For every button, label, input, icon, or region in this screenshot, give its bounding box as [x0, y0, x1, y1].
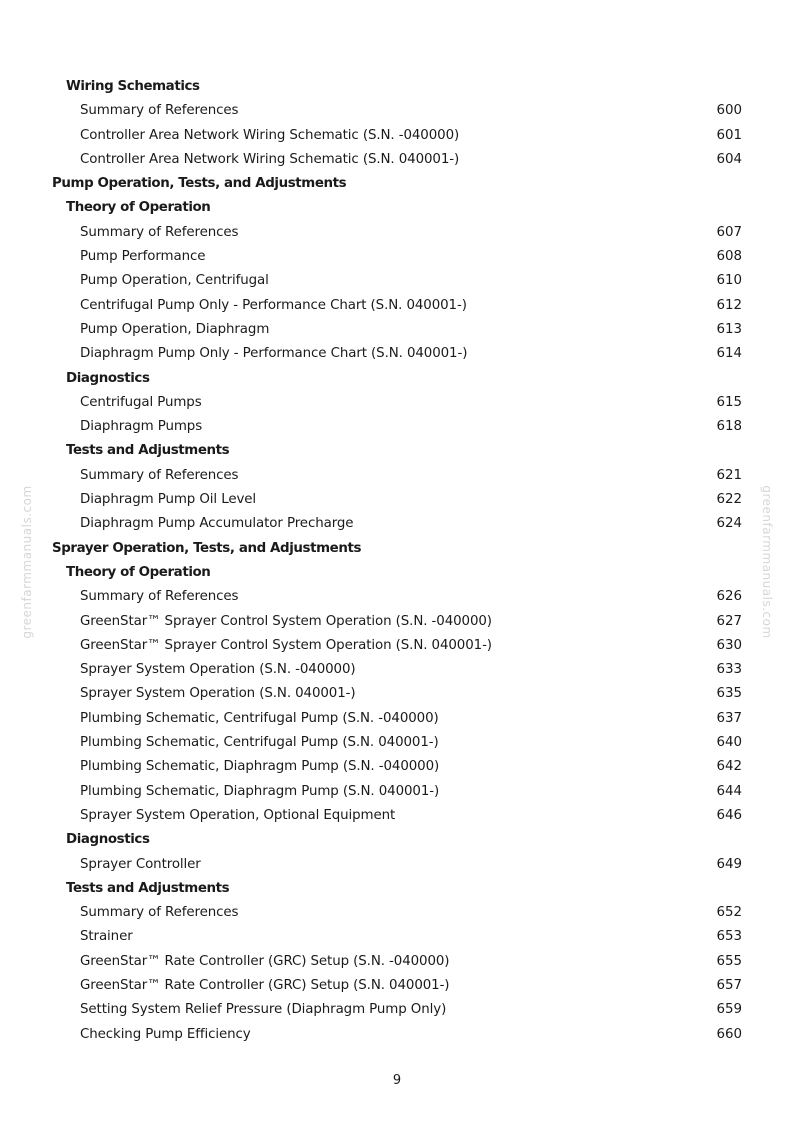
toc-section-heading	[0, 196, 794, 220]
toc-entry[interactable]	[0, 950, 794, 974]
toc-entry-title: Diagnostics	[66, 370, 150, 386]
toc-section-heading	[0, 75, 794, 99]
toc-entry-page-number: 624	[716, 516, 742, 532]
toc-entry-page-number: 612	[716, 297, 742, 313]
toc-entry-page-number: 660	[716, 1026, 742, 1042]
toc-entry[interactable]	[0, 391, 794, 415]
toc-entry-title: Strainer	[80, 929, 133, 945]
toc-entry[interactable]	[0, 415, 794, 439]
toc-entry-title: Plumbing Schematic, Diaphragm Pump (S.N. 040001-)	[80, 783, 440, 799]
toc-entry-page-number: 655	[716, 953, 742, 969]
toc-entry-title: Pump Operation, Tests, and Adjustments	[52, 176, 347, 192]
toc-entry-title: Plumbing Schematic, Centrifugal Pump (S.N. -040000)	[80, 710, 439, 726]
toc-entry-title: Summary of References	[80, 224, 239, 240]
toc-entry-title: Sprayer System Operation (S.N. 040001-)	[80, 686, 356, 702]
toc-entry-title: Tests and Adjustments	[66, 880, 230, 896]
toc-entry[interactable]	[0, 901, 794, 925]
toc-entry-title: Theory of Operation	[66, 564, 211, 580]
toc-entry-title: Plumbing Schematic, Centrifugal Pump (S.N. 040001-)	[80, 735, 439, 751]
toc-entry[interactable]	[0, 707, 794, 731]
toc-section-heading	[0, 367, 794, 391]
toc-entry-page-number: 614	[716, 346, 742, 362]
toc-entry[interactable]	[0, 1023, 794, 1047]
toc-entry[interactable]	[0, 148, 794, 172]
watermark-left-text: greenfarmmanuals.com	[20, 485, 34, 639]
toc-entry-title: GreenStar™ Sprayer Control System Operation (S.N. 040001-)	[80, 637, 492, 653]
toc-entry[interactable]	[0, 610, 794, 634]
toc-entry-page-number: 633	[716, 662, 742, 678]
toc-entry-title: Summary of References	[80, 589, 239, 605]
toc-entry-title: Summary of References	[80, 905, 239, 921]
toc-section-heading	[0, 877, 794, 901]
toc-entry[interactable]	[0, 585, 794, 609]
toc-entry[interactable]	[0, 294, 794, 318]
toc-chapter-heading	[0, 537, 794, 561]
toc-entry[interactable]	[0, 634, 794, 658]
toc-entry-title: Sprayer System Operation (S.N. -040000)	[80, 662, 356, 678]
toc-entry[interactable]	[0, 342, 794, 366]
toc-entry-title: Centrifugal Pumps	[80, 394, 202, 410]
toc-entry[interactable]	[0, 780, 794, 804]
toc-entry-page-number: 610	[716, 273, 742, 289]
toc-entry-title: Sprayer System Operation, Optional Equipment	[80, 807, 396, 823]
toc-entry-title: Sprayer Controller	[80, 856, 201, 872]
toc-entry-page-number: 644	[716, 783, 742, 799]
toc-section-heading	[0, 561, 794, 585]
toc-entry-page-number: 618	[716, 419, 742, 435]
toc-entry[interactable]	[0, 221, 794, 245]
toc-entry-page-number: 646	[716, 807, 742, 823]
toc-entry-page-number: 653	[716, 929, 742, 945]
toc-entry-page-number: 637	[716, 710, 742, 726]
toc-entry[interactable]	[0, 99, 794, 123]
toc-entry-title: Centrifugal Pump Only - Performance Chart (S.N. 040001-)	[80, 297, 467, 313]
toc-entry-page-number: 649	[716, 856, 742, 872]
toc-entry-page-number: 635	[716, 686, 742, 702]
toc-entry-page-number: 659	[716, 1002, 742, 1018]
toc-entry-title: Theory of Operation	[66, 200, 211, 216]
toc-entry-title: Diaphragm Pump Accumulator Precharge	[80, 516, 354, 532]
toc-entry-page-number: 615	[716, 394, 742, 410]
toc-entry[interactable]	[0, 731, 794, 755]
toc-entry-title: GreenStar™ Rate Controller (GRC) Setup (S.N. -040000)	[80, 953, 450, 969]
toc-entry-title: Diaphragm Pump Only - Performance Chart (S.N. 040001-)	[80, 346, 468, 362]
toc-entry[interactable]	[0, 853, 794, 877]
toc-entry-title: Pump Performance	[80, 249, 206, 265]
toc-entry[interactable]	[0, 124, 794, 148]
table-of-contents	[0, 75, 794, 1047]
toc-entry-title: GreenStar™ Sprayer Control System Operation (S.N. -040000)	[80, 613, 492, 629]
toc-entry-title: Pump Operation, Centrifugal	[80, 273, 269, 289]
toc-entry-page-number: 601	[716, 127, 742, 143]
toc-entry-title: Checking Pump Efficiency	[80, 1026, 251, 1042]
watermark-right-text: greenfarmmanuals.com	[760, 485, 774, 639]
toc-entry-page-number: 657	[716, 977, 742, 993]
toc-entry[interactable]	[0, 488, 794, 512]
toc-entry-page-number: 652	[716, 905, 742, 921]
toc-entry-page-number: 607	[716, 224, 742, 240]
toc-entry-title: Tests and Adjustments	[66, 443, 230, 459]
toc-entry-page-number: 630	[716, 637, 742, 653]
toc-entry-page-number: 626	[716, 589, 742, 605]
toc-entry[interactable]	[0, 925, 794, 949]
toc-section-heading	[0, 439, 794, 463]
toc-entry-page-number: 622	[716, 492, 742, 508]
toc-entry[interactable]	[0, 318, 794, 342]
toc-entry-title: Controller Area Network Wiring Schematic (S.N. 040001-)	[80, 151, 460, 167]
toc-chapter-heading	[0, 172, 794, 196]
toc-entry-page-number: 604	[716, 151, 742, 167]
toc-entry[interactable]	[0, 512, 794, 536]
toc-entry[interactable]	[0, 682, 794, 706]
toc-entry[interactable]	[0, 755, 794, 779]
toc-entry[interactable]	[0, 804, 794, 828]
toc-entry-title: Diaphragm Pumps	[80, 419, 203, 435]
toc-entry[interactable]	[0, 464, 794, 488]
toc-entry-title: Diagnostics	[66, 832, 150, 848]
toc-entry-page-number: 642	[716, 759, 742, 775]
toc-entry-page-number: 640	[716, 735, 742, 751]
toc-entry-page-number: 608	[716, 249, 742, 265]
toc-entry-page-number: 600	[716, 103, 742, 119]
toc-entry-title: Wiring Schematics	[66, 79, 200, 94]
toc-entry-title: Summary of References	[80, 103, 239, 119]
toc-entry[interactable]	[0, 998, 794, 1022]
toc-entry-title: Controller Area Network Wiring Schematic (S.N. -040000)	[80, 127, 460, 143]
toc-entry-page-number: 613	[716, 321, 742, 337]
toc-entry[interactable]	[0, 658, 794, 682]
toc-entry-page-number: 627	[716, 613, 742, 629]
toc-entry[interactable]	[0, 974, 794, 998]
toc-entry[interactable]	[0, 245, 794, 269]
toc-section-heading	[0, 828, 794, 852]
toc-entry-title: Pump Operation, Diaphragm	[80, 321, 270, 337]
toc-entry-page-number: 621	[716, 467, 742, 483]
toc-entry[interactable]	[0, 269, 794, 293]
toc-entry-title: Sprayer Operation, Tests, and Adjustments	[52, 540, 362, 556]
toc-entry-title: Plumbing Schematic, Diaphragm Pump (S.N. -040000)	[80, 759, 440, 775]
toc-entry-title: Setting System Relief Pressure (Diaphragm Pump Only)	[80, 1002, 447, 1018]
page-number: 9	[392, 1073, 402, 1088]
toc-entry-title: GreenStar™ Rate Controller (GRC) Setup (S.N. 040001-)	[80, 977, 450, 993]
toc-entry-title: Summary of References	[80, 467, 239, 483]
toc-entry-title: Diaphragm Pump Oil Level	[80, 492, 257, 508]
